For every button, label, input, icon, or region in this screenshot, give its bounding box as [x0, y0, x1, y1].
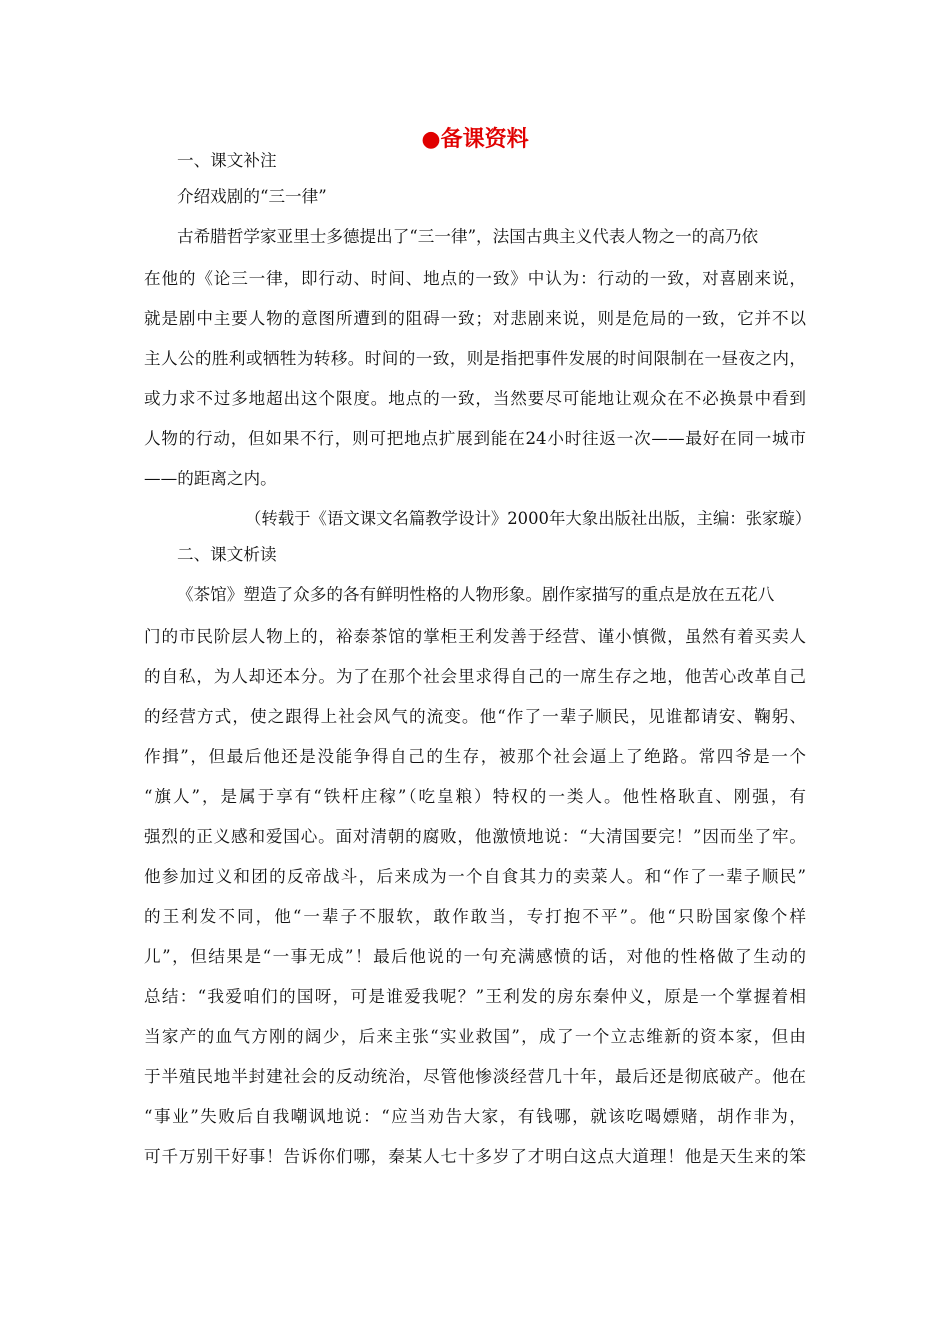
document-title: ●备课资料 [421, 127, 529, 152]
paragraph-line: 总结：“我爱咱们的国呀，可是谁爱我呢？”王利发的房东秦仲义，原是一个掌握着相 [144, 987, 806, 1006]
paragraph-line: 儿”，但结果是“一事无成”！最后他说的一句充满感愤的话，对他的性格做了生动的 [144, 947, 806, 966]
paragraph-line: 的自私，为人却还本分。为了在那个社会里求得自己的一席生存之地，他苦心改革自己 [144, 667, 806, 686]
paragraph-line: “事业”失败后自我嘲讽地说：“应当劝告大家，有钱哪，就该吃喝嫖赌，胡作非为， [144, 1107, 806, 1126]
paragraph-line: ——的距离之内。 [144, 469, 277, 488]
paragraph-line: 主人公的胜利或牺牲为转移。时间的一致，则是指把事件发展的时间限制在一昼夜之内， [144, 349, 806, 368]
paragraph-line: 就是剧中主要人物的意图所遭到的阻碍一致；对悲剧来说，则是危局的一致，它并不以 [144, 309, 806, 328]
paragraph-line: 在他的《论三一律，即行动、时间、地点的一致》中认为：行动的一致，对喜剧来说， [144, 269, 806, 288]
paragraph-line: 可千万别干好事！告诉你们哪，秦某人七十多岁了才明白这点大道理！他是天生来的笨 [144, 1147, 806, 1166]
section-heading: 一、课文补注 [177, 151, 277, 170]
section-heading: 二、课文析读 [177, 545, 277, 564]
paragraph-line: 《茶馆》塑造了众多的各有鲜明性格的人物形象。剧作家描写的重点是放在五花八 [177, 585, 775, 604]
paragraph-line: 他参加过义和团的反帝战斗，后来成为一个自食其力的卖菜人。和“作了一辈子顺民” [144, 867, 806, 886]
paragraph-line: 人物的行动，但如果不行，则可把地点扩展到能在24小时往返一次——最好在同一城市 [144, 429, 806, 448]
paragraph-line: 的王利发不同，他“一辈子不服软，敢作敢当，专打抱不平”。他“只盼国家像个样 [144, 907, 806, 926]
paragraph-line: 作揖”，但最后他还是没能争得自己的生存，被那个社会逼上了绝路。常四爷是一个 [144, 747, 806, 766]
paragraph-line: 强烈的正义感和爱国心。面对清朝的腐败，他激愤地说：“大清国要完！”因而坐了牢。 [144, 827, 806, 846]
paragraph-line: 的经营方式，使之跟得上社会风气的流变。他“作了一辈子顺民，见谁都请安、鞠躬、 [144, 707, 806, 726]
source-citation: （转载于《语文课文名篇教学设计》2000年大象出版社出版，主编：张家璇） [245, 509, 812, 528]
paragraph-line: 或力求不过多地超出这个限度。地点的一致，当然要尽可能地让观众在不必换景中看到 [144, 389, 806, 408]
paragraph-line: 当家产的血气方刚的阔少，后来主张“实业救国”，成了一个立志维新的资本家，但由 [144, 1027, 806, 1046]
paragraph-line: 于半殖民地半封建社会的反动统治，尽管他惨淡经营几十年，最后还是彻底破产。他在 [144, 1067, 806, 1086]
section-subheading: 介绍戏剧的“三一律” [177, 187, 327, 206]
paragraph-line: “旗人”，是属于享有“铁杆庄稼”（吃皇粮）特权的一类人。他性格耿直、刚强，有 [144, 787, 806, 806]
paragraph-line: 古希腊哲学家亚里士多德提出了“三一律”，法国古典主义代表人物之一的高乃依 [177, 227, 759, 246]
paragraph-line: 门的市民阶层人物上的，裕泰茶馆的掌柜王利发善于经营、谨小慎微，虽然有着买卖人 [144, 627, 806, 646]
